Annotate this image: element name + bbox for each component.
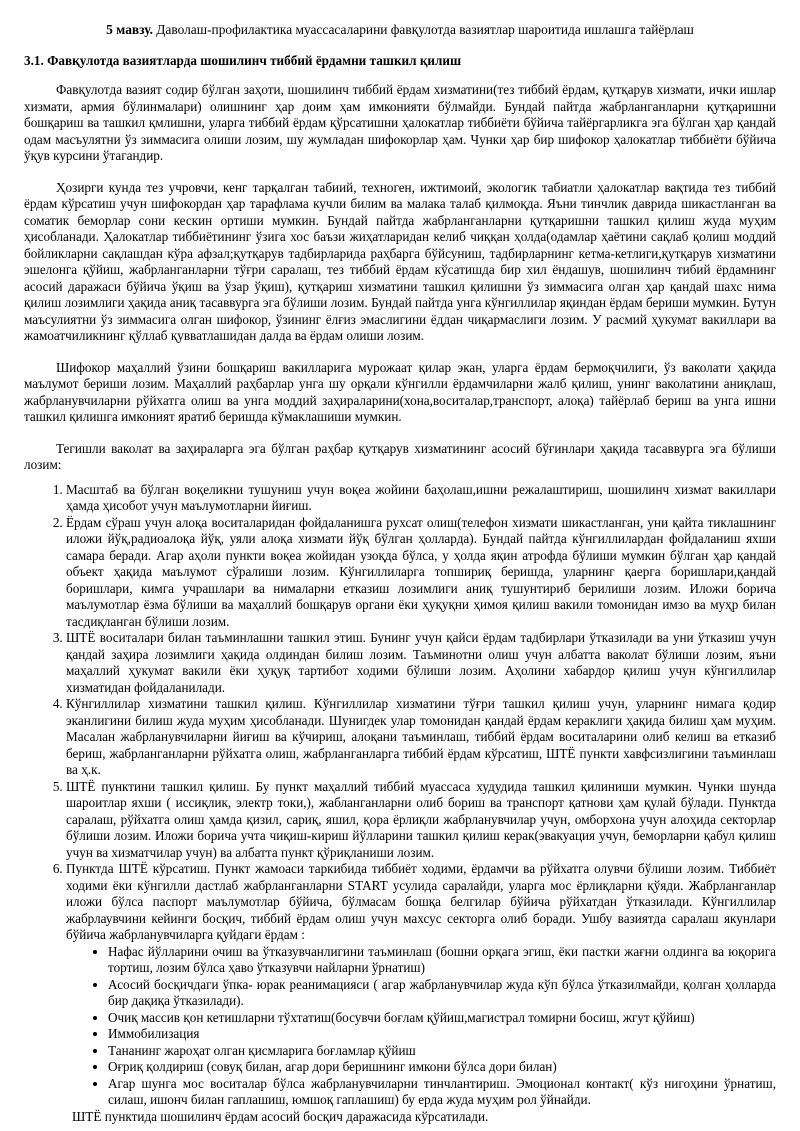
document-title [24,22,776,39]
list-item-text: Пунктда ШТЁ кўрсатиш. Пункт жамоаси таркибида тиббиёт ходими, ёрдамчи ва рўйхатга олувчи бўлиши лозим. Тиббиёт ходими ёки кўнгилли дастлаб жабрланганларни START усулида саралайди, уларга мос ёрлиқларни қўяди. Жабрланганлар иложи бўлса паспорт маълумотлар бўйича, бўлмасам бошқа белгилар бўйича рўйхатдан ўтказилади. Кўнгиллилар жабрлаувчини кейинги босқич, тиббий ёрдам олиш учун махсус секторга олиб боради. Ушбу вазиятда саралаш якунлари бўйича жабрланувчиларга қуйдаги ёрдам : [66,861,776,942]
bullet-item: • Иммобилизация [108,1026,776,1043]
list-item: 5. ШТЁ пунктини ташкил қилиш. Бу пункт маҳаллий тиббий муассаса худудида ташкил қилиниши мумкин. Чунки шунда шароитлар яхши ( иссиқлик, электр токи,), жабланганларни олиб бориш ва транспорт қатнови ҳам қулай бўлади. Пунктда саралаш, рўйхатга олиш ҳамда қизил, сариқ, яшил, қора ёрлиқли жабрланувчилар учун, омборхона учун алоҳида секторлар бўлиши лозим. Иложи борича учта чиқиш-кириш йўлларини ташкил қилиш керак(эвакуация учун, беморларни қабул қилиш учун ва хизматчилар учун) ва албатта пункт қўриқланиши лозим. [66,779,776,862]
paragraph: Ҳозирги кунда тез учровчи, кенг тарқалган табиий, техноген, ижтимоий, экологик табиатли ҳалокатлар вақтида тез тиббий ёрдам кўрсатиш учун шифокордан ҳар тарафлама кучли билим ва малака талаб қилмоқда. Яъни тинчлик даврида шикастланган ва соматик беморлар сони кескин ортиши мумкин. Бундай пайтда жабрланганларни қутқаришни ташкил қилиш жуда муҳим ҳисобланади. Ҳалокатлар тиббиётининг ўзига хос баъзи жиҳатларидан келиб чиққан ҳолда(одамлар ҳаётини сақлаб қолиш моддий бойликларни сақлашдан кўра афзал;қутқарув тадбирларида раҳбарга бўйсуниш, тадбирларнинг кетма-кетлиги,қутқарув хизматини эшелонга қўйиш, жабрланганларни тўғри саралаш, тез тиббий ёрдам кўсатишда бир хил ёндашув, шошилинч тибий ёрдамнинг асосий даражаси бўйича ўқиш ва ўзар ўқиш), қутқариш хизматини ташкил қилишни ўз зиммасига олган ҳар қандай шахс нима қилиш лозимлиги ҳақида аниқ тасаввурга эга бўлиши лозим. Бундай пайтда унга кўнгиллилар яқиндан ёрдам бериши мумкин. Бутун маъсулиятни ўз зиммасига олган шифокор, ўзининг ёлғиз эмаслигини ёддан чиқармаслиги лозим. У расмий ҳукумат вакиллари ва жамоатчиликнинг қўллаб қувватлашидан далда ва ёрдам олиши лозим. [24,179,776,343]
bullet-list [66,944,776,1109]
title-number: 5 мавзу. [106,22,153,37]
bullet-item: • Агар шунга мос воситалар бўлса жабрланувчиларни тинчлантириш. Эмоционал контакт( кўз нигоҳини ўрнатиш, силаш, ишонч билан гаплашиш, юмшоқ гаплашиш) бу ерда жуда муҳим рол ўйнайди. [108,1076,776,1109]
paragraph: Шифокор маҳаллий ўзини бошқариш вакилларига мурожаат қилар экан, уларга ёрдам бермоқчилиги, ўз ваколати ҳақида маълумот бериши лозим. Маҳаллий раҳбарлар унга шу орқали кўнгилли ёрдамчиларни жалб қилиш, унинг ваколатини аниқлаш, жабрланувчиларни рўйхатга олиш ва унга моддий заҳираларини(хона,воситалар,транспорт, алоқа) тайёрлаб бериш ва унга ишни ташкил қилишга имконият яратиб беришда кўмаклашиши мумкин. [24,359,776,424]
document-page [24,22,776,1125]
bullet-item: • Нафас йўлларини очиш ва ўтказувчанлигини таъминлаш (бошни орқага эгиш, ёки пастки жағни олдинга ва юқорига тортиш, лозим бўлса ҳаво ўтказувчи найларни ўрнатиш) [108,944,776,977]
bullet-item: • Асосий босқичдаги ўпка- юрак реанимацияси ( агар жабрланувчилар жуда кўп бўлса ўтказилмайди, қолган ҳолларда бир дақиқа ўтказилади). [108,977,776,1010]
list-item: 2. Ёрдам сўраш учун алоқа воситаларидан фойдаланишга рухсат олиш(телефон хизмати шикастланган, уни қайта тиклашнинг иложи йўқ,радиоалоқа йўқ, уяли алоқа хизмати йўқ бўлган ҳолларда). Бундай пайтда кўнгиллилардан фойдаланиш яхши самара беради. Агар аҳоли пункти воқеа жойидан узоқда бўлса, у ҳолда яқин атрофда бўлиши мумкин бўлган ҳар қандай объект ҳақида маълумот сўралиши лозим. Кўнгиллиларга топшириқ беришда, уларнинг қаерга боришлари,қандай боришлари, кимга учрашлари ва нималарни етказиш лозимлиги аниқ тушунтириб берилиши лозим. Иложи борича маълумотлар ёзма бўлиши ва маҳаллий бошқарув органи ёки ҳуқуқни ҳимоя қилиш вакили томонидан имзо ва муҳр билан тасдиқланган бўлиши лозим. [66,515,776,631]
paragraph: Фавқулотда вазият содир бўлган заҳоти, шошилинч тиббий ёрдам хизматини(тез тиббий ёрдам, қутқарув хизмати, ички ишлар хизмати, армия бўлинмалари) олишнинг ҳар доим ҳам имконияти бўлмайди. Бундай пайтда жабрланганларни қутқаришни бошқариш ва ташкил қмлишни, уларга тиббий ёрдам қўрсатишни ҳалокатлар тиббиёти бўйича тайёргарликга эга бўлган ҳар қандай одам масъулятни ўз зиммасига олиши лозим, шу жумладан шифокорлар ҳам. Чунки ҳар бир шифокор ҳалокатлар тиббиёти бўйича ўқув курсини ўтагандир. [24,82,776,163]
bullet-item: • Тананинг жароҳат олган қисмларига боғламлар қўйиш [108,1043,776,1060]
bullet-item: • Очиқ массив қон кетишларни тўхтатиш(босувчи боғлам қўйиш,магистрал томирни босиш, жгут қўйиш) [108,1010,776,1027]
numbered-list [24,482,776,1109]
bullet-item: • Оғриқ қолдириш (совуқ билан, агар дори беришнинг имкони бўлса дори билан) [108,1059,776,1076]
title-text: Даволаш-профилактика муассасаларини фавқулотда вазиятлар шароитида ишлашга тайёрлаш [152,22,694,37]
paragraph: Тегишли ваколат ва заҳираларга эга бўлган раҳбар қутқарув хизматининг асосий бўғинлари ҳақида тасаввурга эга бўлиши лозим: [24,440,776,472]
list-item: 4. Кўнгиллилар хизматини ташкил қилиш. Кўнгиллилар хизматини тўғри ташкил қилиш учун, уларнинг нимага қодир эканлигини билиш жуда муҳим ҳисобланади. Шунигдек улар томонидан қандай ёрдам кераклиги ҳақида билиш ҳам муҳим. Масалан жабрланувчиларни йиғиш ва кўчириш, алоқани таъминлаш, тиббий ёрдам воситаларини олиб келиш ва етказиб бериш, жабрланганларни рўйхатга олиш, жабрланганларга тиббий ёрдам кўрсатиш, ШТЁ пункти хавфсизлигини таъминлаш ва ҳ.к. [66,696,776,779]
list-item: 1. Масштаб ва бўлган воқеликни тушуниш учун воқеа жойини баҳолаш,ишни режалаштириш, шошилинч хизмат вакиллари ҳамда ҳисобот учун маълумотларни йиғиш. [66,482,776,515]
closing-paragraph: ШТЁ пунктида шошилинч ёрдам асосий босқич даражасида кўрсатилади. [72,1108,489,1124]
list-item: 3. ШТЁ воситалари билан таъминлашни ташкил этиш. Бунинг учун қайси ёрдам тадбирлари ўтказилади ва уни ўтказиш учун қандай заҳира лозимлиги ҳақида олдиндан билиш лозим. Таъминотни олиш учун албатта ваколат бўлиши лозим, яъни маҳаллий ҳукумат вакили ёки ҳуқуқ тартибот ходими бўлиши лозим. Аҳолини хабардор қилиш учун кўнгиллилар хизматидан фойдаланилади. [66,630,776,696]
section-heading: 3.1. Фавқулотда вазиятларда шошилинч тиббий ёрдамни ташкил қилиш [24,52,462,68]
list-item [66,861,776,1109]
